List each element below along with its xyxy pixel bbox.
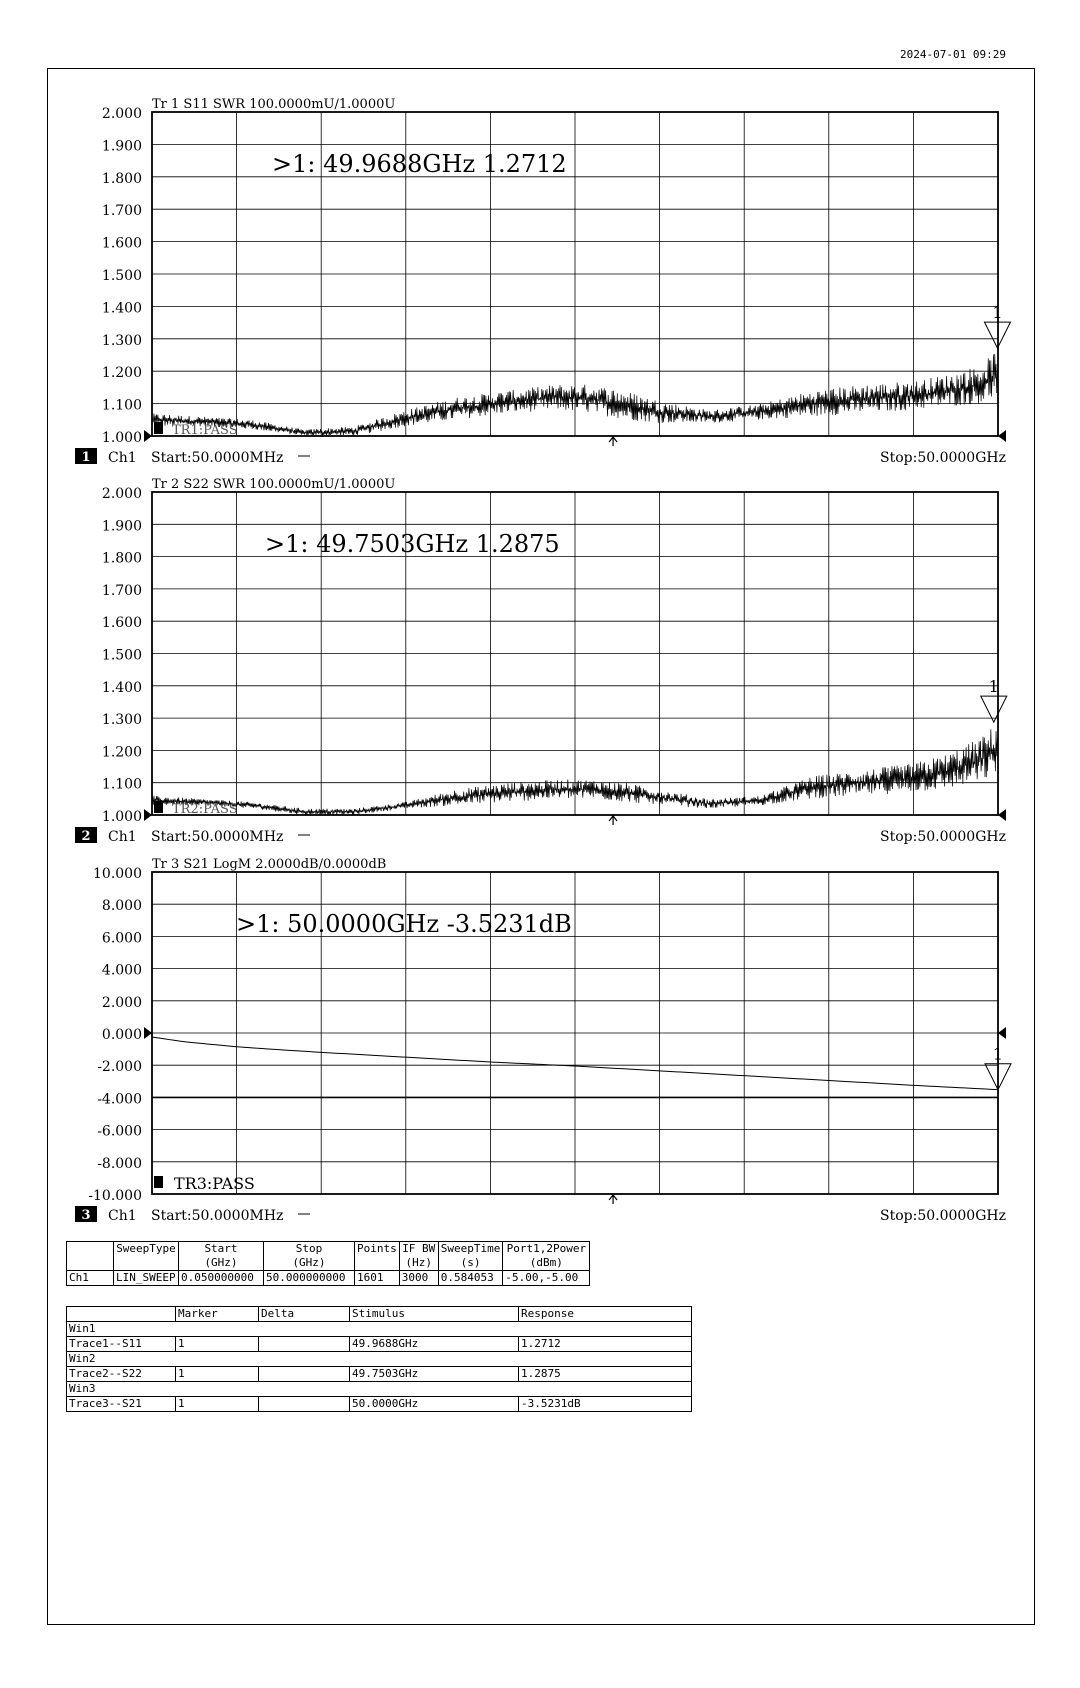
marker-header-cell: Delta	[259, 1307, 350, 1322]
y-tick-label: 1.000	[101, 809, 142, 825]
status-indicator	[154, 422, 163, 434]
y-tick-label: 1.400	[101, 679, 142, 696]
marker-header-cell: Stimulus	[350, 1307, 519, 1322]
marker-table	[66, 1306, 692, 1412]
sweep-cell: 0.050000000	[179, 1271, 264, 1286]
channel-number: 1	[81, 450, 91, 465]
y-tick-label: 2.000	[101, 106, 142, 122]
sweep-position-arrow	[609, 816, 617, 825]
trace-label: Tr 1 S11 SWR 100.0000mU/1.0000U	[152, 97, 396, 112]
stop-label: Stop:50.0000GHz	[880, 1208, 1006, 1224]
reference-arrow-right	[998, 1027, 1006, 1039]
sweep-value-row	[67, 1271, 590, 1286]
sweep-table	[66, 1241, 590, 1286]
marker-header-row	[67, 1307, 692, 1322]
sweep-header-cell: SweepTime	[438, 1242, 503, 1257]
sweep-header-cell: (dBm)	[503, 1256, 590, 1271]
y-tick-label: -8.000	[97, 1155, 142, 1172]
marker-number: 1	[988, 677, 999, 697]
y-tick-label: 1.600	[101, 615, 142, 632]
sweep-cell: 0.584053	[438, 1271, 503, 1286]
marker-row	[67, 1367, 692, 1382]
y-tick-label: 2.000	[101, 994, 142, 1011]
marker-number: 1	[992, 1044, 1004, 1064]
marker-win-row	[67, 1382, 692, 1397]
y-tick-label: 1.500	[101, 647, 142, 664]
y-tick-label: 1.900	[101, 518, 142, 535]
marker-cell	[259, 1337, 350, 1352]
sweep-header-cell: Stop	[264, 1242, 355, 1257]
sweep-header-cell: Start	[179, 1242, 264, 1257]
start-label: Start:50.0000MHz	[151, 829, 284, 845]
sweep-header-row-1	[67, 1242, 590, 1257]
marker-cell: Trace3--S21	[67, 1397, 176, 1412]
marker-cell: 1.2712	[519, 1337, 692, 1352]
marker-header-cell: Response	[519, 1307, 692, 1322]
trace-label: Tr 2 S22 SWR 100.0000mU/1.0000U	[152, 477, 396, 492]
sweep-cell: 1601	[355, 1271, 400, 1286]
marker-row	[67, 1397, 692, 1412]
reference-arrow-right	[998, 430, 1006, 442]
channel-number: 3	[81, 1208, 91, 1223]
sweep-cell: 50.000000000	[264, 1271, 355, 1286]
channel-label: Ch1	[108, 1208, 137, 1224]
marker-cell: 50.0000GHz	[350, 1397, 519, 1412]
trace-label: Tr 3 S21 LogM 2.0000dB/0.0000dB	[152, 857, 387, 872]
marker-cell: Trace2--S22	[67, 1367, 176, 1382]
y-tick-label: 4.000	[101, 962, 142, 979]
status-indicator	[154, 1176, 163, 1188]
marker-readout: >1: 50.0000GHz -3.5231dB	[236, 910, 572, 938]
y-tick-label: 6.000	[101, 930, 142, 947]
status-label: TR2:PASS	[172, 802, 238, 817]
sweep-cell: Ch1	[67, 1271, 114, 1286]
marker-cell: 1	[176, 1397, 259, 1412]
sweep-header-cell: SweepType	[114, 1242, 179, 1257]
y-tick-label: 1.200	[101, 744, 142, 761]
y-tick-label: 1.900	[101, 138, 142, 155]
marker-cell: 49.9688GHz	[350, 1337, 519, 1352]
reference-arrow-left	[144, 1027, 152, 1039]
y-tick-label: 1.200	[101, 365, 142, 382]
y-tick-label: 1.100	[101, 397, 142, 414]
status-indicator	[154, 801, 163, 813]
marker-cell: 1.2875	[519, 1367, 692, 1382]
sweep-header-cell: (GHz)	[264, 1256, 355, 1271]
sweep-header-cell: (GHz)	[179, 1256, 264, 1271]
marker-cell: 1	[176, 1337, 259, 1352]
sweep-header-cell: (s)	[438, 1256, 503, 1271]
sweep-header-cell	[67, 1242, 114, 1257]
marker-cell: Trace1--S11	[67, 1337, 176, 1352]
reference-arrow-left	[144, 430, 152, 442]
marker-win-label: Win2	[67, 1352, 692, 1367]
marker-cell	[259, 1397, 350, 1412]
reference-arrow-right	[998, 809, 1006, 821]
stop-label: Stop:50.0000GHz	[880, 829, 1006, 845]
status-label: TR1:PASS	[172, 423, 238, 438]
y-tick-label: 1.300	[101, 332, 142, 349]
marker-number: 1	[992, 303, 1003, 323]
y-tick-label: 1.500	[101, 268, 142, 284]
y-tick-label: 1.800	[101, 170, 142, 187]
sweep-header-cell: IF BW	[399, 1242, 438, 1257]
sweep-header-cell: Points	[355, 1242, 400, 1257]
y-tick-label: 2.000	[101, 486, 142, 502]
sweep-header-cell	[355, 1256, 400, 1271]
y-tick-label: 1.800	[101, 550, 142, 567]
status-label: TR3:PASS	[174, 1174, 255, 1193]
y-tick-label: 1.000	[101, 430, 142, 446]
sweep-header-cell: Port1,2Power	[503, 1242, 590, 1257]
y-tick-label: 1.400	[101, 300, 142, 317]
y-tick-label: -10.000	[88, 1188, 142, 1204]
y-tick-label: 1.600	[101, 235, 142, 252]
channel-label: Ch1	[108, 450, 137, 466]
marker-win-label: Win3	[67, 1382, 692, 1397]
sweep-header-cell	[67, 1256, 114, 1271]
marker-readout: >1: 49.9688GHz 1.2712	[272, 150, 567, 178]
sweep-cell: 3000	[399, 1271, 438, 1286]
marker-win-row	[67, 1322, 692, 1337]
y-tick-label: -2.000	[97, 1059, 142, 1076]
start-label: Start:50.0000MHz	[151, 450, 284, 466]
y-tick-label: 1.700	[101, 582, 142, 599]
sweep-position-arrow	[609, 437, 617, 446]
sweep-header-cell	[114, 1256, 179, 1271]
channel-number: 2	[81, 829, 91, 844]
sweep-cell: -5.00,-5.00	[503, 1271, 590, 1286]
y-tick-label: 8.000	[101, 898, 142, 915]
timestamp: 2024-07-01 09:29	[900, 48, 1006, 61]
sweep-header-row-2	[67, 1256, 590, 1271]
marker-cell: 49.7503GHz	[350, 1367, 519, 1382]
y-tick-label: -4.000	[97, 1091, 142, 1108]
marker-readout: >1: 49.7503GHz 1.2875	[265, 530, 560, 558]
sweep-cell: LIN_SWEEP	[114, 1271, 179, 1286]
y-tick-label: 0.000	[101, 1027, 142, 1043]
marker-win-label: Win1	[67, 1322, 692, 1337]
y-tick-label: 1.300	[101, 712, 142, 729]
marker-cell: -3.5231dB	[519, 1397, 692, 1412]
y-tick-label: 1.100	[101, 776, 142, 793]
y-tick-label: 10.000	[93, 866, 142, 882]
stop-label: Stop:50.0000GHz	[880, 450, 1006, 466]
channel-label: Ch1	[108, 829, 137, 845]
y-tick-label: -6.000	[97, 1123, 142, 1140]
sweep-position-arrow	[609, 1195, 617, 1204]
marker-header-cell	[67, 1307, 176, 1322]
y-tick-label: 1.700	[101, 203, 142, 220]
sweep-header-cell: (Hz)	[399, 1256, 438, 1271]
marker-header-cell: Marker	[176, 1307, 259, 1322]
marker-cell	[259, 1367, 350, 1382]
start-label: Start:50.0000MHz	[151, 1208, 284, 1224]
marker-row	[67, 1337, 692, 1352]
reference-arrow-left	[144, 809, 152, 821]
marker-cell: 1	[176, 1367, 259, 1382]
marker-win-row	[67, 1352, 692, 1367]
